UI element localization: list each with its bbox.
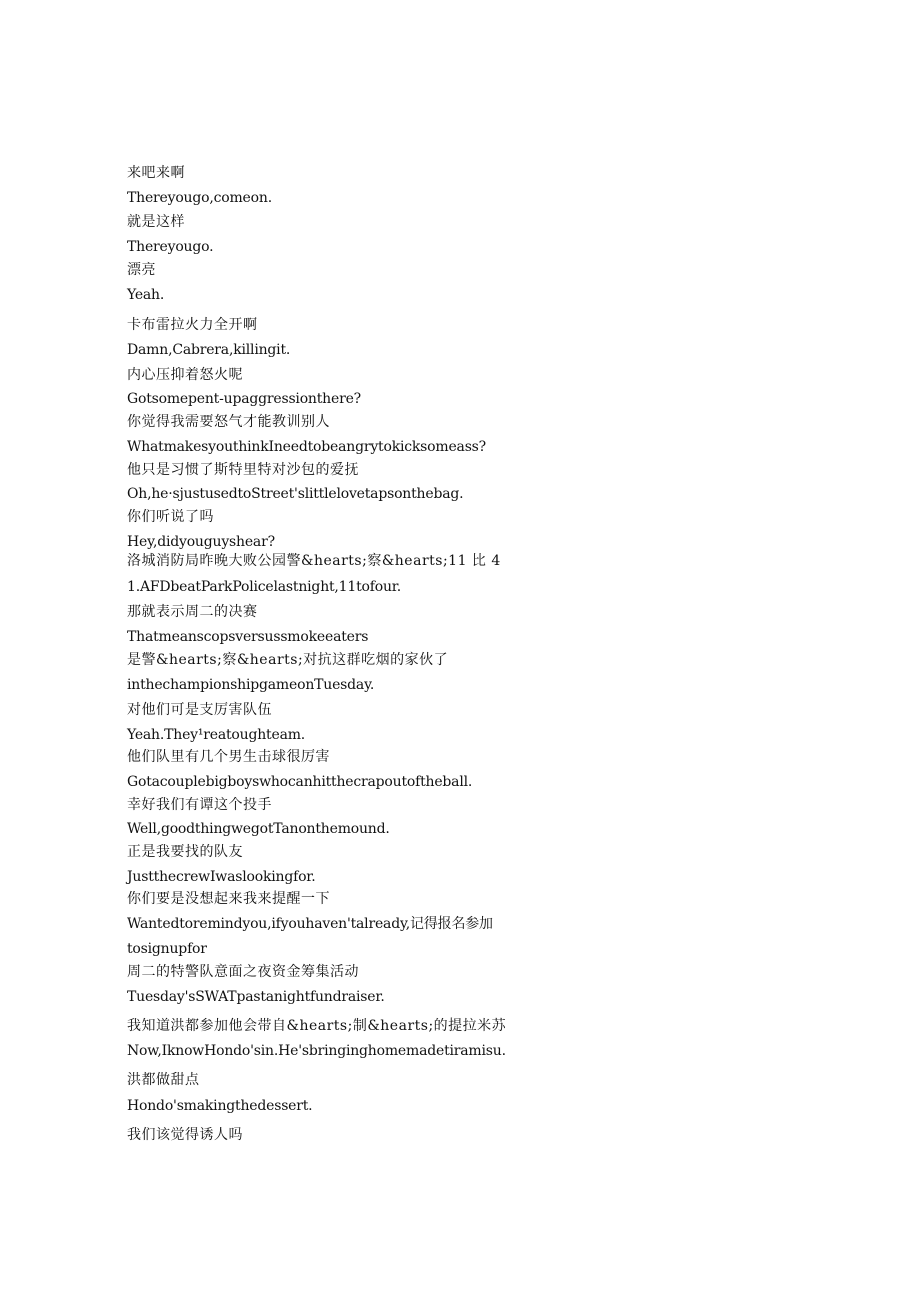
subtitle-line-en: tosignupfor <box>127 941 207 957</box>
subtitle-line-en: Gotsomepent-upaggressionthere? <box>127 391 361 407</box>
subtitle-line-en: Gotacouplebigboyswhocanhitthecrapoutoftheball. <box>127 774 473 790</box>
subtitle-line-en: Now,IknowHondo'sin.He'sbringinghomemadetiramisu. <box>127 1043 506 1059</box>
subtitle-line-en: Damn,Cabrera,killingit. <box>127 342 291 358</box>
subtitle-line-en: Yeah. <box>127 287 165 303</box>
subtitle-line-en: WhatmakesyouthinkIneedtobeangrytokicksomeass? <box>127 439 486 455</box>
subtitle-line-zh: 那就表示周二的决赛 <box>127 604 258 620</box>
subtitle-line-zh: 你们要是没想起来我来提醒一下 <box>127 891 330 907</box>
subtitle-line-zh: 幸好我们有谭这个投手 <box>127 797 272 813</box>
subtitle-line-en: Well,goodthingwegotTanonthemound. <box>127 821 390 837</box>
subtitle-line-zh: 周二的特警队意面之夜资金筹集活动 <box>127 964 359 980</box>
subtitle-line-en: Thatmeanscopsversussmokeeaters <box>127 629 369 645</box>
subtitle-line-zh: 来吧来啊 <box>127 165 185 181</box>
subtitle-line-en: Yeah.They¹reatoughteam. <box>127 727 306 743</box>
subtitle-line-en: Oh,he·sjustusedtoStreet'slittlelovetapsonthebag. <box>127 486 464 502</box>
subtitle-line-zh: 我知道洪都参加他会带自&hearts;制&hearts;的提拉米苏 <box>127 1018 507 1034</box>
subtitle-line-zh: 他们队里有几个男生击球很厉害 <box>127 749 330 765</box>
subtitle-line-en: Thereyougo. <box>127 239 214 255</box>
subtitle-line-en: Hondo'smakingthedessert. <box>127 1098 313 1114</box>
subtitle-line-en: inthechampionshipgameonTuesday. <box>127 677 375 693</box>
subtitle-line-en: Tuesday'sSWATpastanightfundraiser. <box>127 989 385 1005</box>
subtitle-line-zh: 我们该觉得诱人吗 <box>127 1127 243 1143</box>
subtitle-line-zh: 卡布雷拉火力全开啊 <box>127 317 258 333</box>
subtitle-line-zh: 你觉得我需要怒气才能教训别人 <box>127 414 330 430</box>
subtitle-line-zh: 你们听说了吗 <box>127 509 214 525</box>
subtitle-line-zh: 内心压抑着怒火呢 <box>127 367 243 383</box>
subtitle-line-en: 1.AFDbeatParkPolicelastnight,11tofour. <box>127 579 401 595</box>
subtitle-line-zh: 漂亮 <box>127 262 156 278</box>
subtitle-line-en: JustthecrewIwaslookingfor. <box>127 869 316 885</box>
subtitle-line-zh: 他只是习惯了斯特里特对沙包的爱抚 <box>127 462 359 478</box>
subtitle-line-en: Thereyougo,comeon. <box>127 190 272 206</box>
subtitle-line-zh: 正是我要找的队友 <box>127 844 243 860</box>
subtitle-line-zh: 是警&hearts;察&hearts;对抗这群吃烟的家伙了 <box>127 652 449 668</box>
subtitle-line-zh: 就是这样 <box>127 214 185 230</box>
subtitle-line-zh: 对他们可是支厉害队伍 <box>127 702 272 718</box>
subtitle-line-en: Wantedtoremindyou,ifyouhaven'talready,记得报名参加 <box>127 916 493 932</box>
subtitle-line-zh: 洛城消防局昨晚大败公园警&hearts;察&hearts;11 比 4 <box>127 553 501 569</box>
subtitle-line-en: Hey,didyouguyshear? <box>127 534 275 550</box>
subtitle-line-zh: 洪都做甜点 <box>127 1072 200 1088</box>
